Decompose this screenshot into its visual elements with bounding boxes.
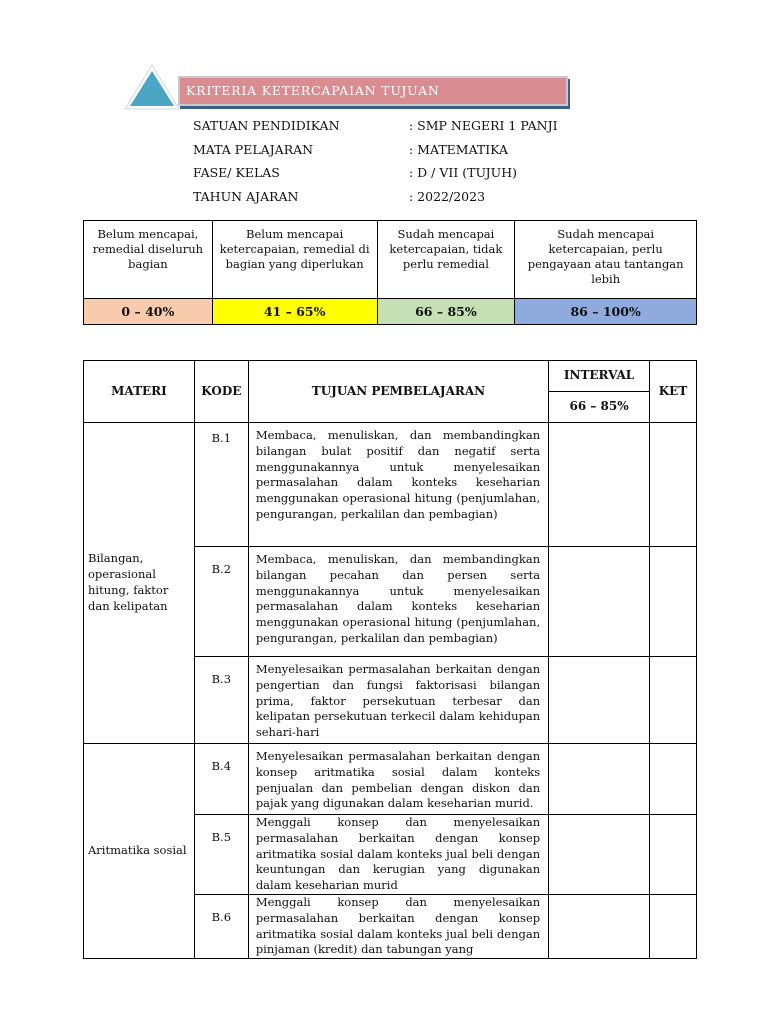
kode-cell: B.5: [194, 815, 248, 895]
info-label-fase: FASE/ KELAS: [193, 165, 280, 180]
criteria-desc: Sudah mencapai ketercapaian, tidak perlu remedial: [377, 221, 515, 299]
tujuan-cell: Menyelesaikan permasalahan berkaitan dengan konsep aritmatika sosial dalam konteks penjualan dan pembelian dengan diskon dan pajak yang digunakan dalam keseharian murid.: [248, 744, 548, 815]
interval-cell: [549, 895, 650, 959]
criteria-range: 0 – 40%: [84, 299, 213, 325]
table-row: [84, 744, 697, 815]
interval-cell: [549, 744, 650, 815]
objectives-table: [83, 360, 697, 959]
kode-cell: B.4: [194, 744, 248, 815]
kode-cell: B.2: [194, 547, 248, 657]
criteria-range: 66 – 85%: [377, 299, 515, 325]
kode-cell: B.6: [194, 895, 248, 959]
kode-cell: B.3: [194, 657, 248, 744]
tujuan-cell: Menggali konsep dan menyelesaikan permasalahan berkaitan dengan konsep aritmatika sosial dalam konteks jual beli dengan pinjaman (kredit) dan tabungan yang: [248, 895, 548, 959]
ket-cell: [650, 423, 697, 547]
materi-cell: Bilangan, operasional hitung, faktor dan kelipatan: [84, 423, 195, 744]
info-value-tahun: : 2022/2023: [409, 189, 486, 204]
info-label-mapel: MATA PELAJARAN: [193, 142, 314, 157]
header-interval-value: 66 – 85%: [549, 392, 650, 423]
triangle-decoration-icon: [124, 64, 180, 110]
tujuan-cell: Membaca, menuliskan, dan membandingkan bilangan bulat positif dan negatif serta menggunakannya untuk menyelesaikan permasalahan dalam konteks keseharian menggunakan operasional hitung (penjumlahan, pengurangan, perkalilan dan pembagian): [248, 423, 548, 547]
header-interval: INTERVAL: [549, 361, 650, 392]
tujuan-cell: Membaca, menuliskan, dan membandingkan bilangan pecahan dan persen serta menggunakannya untuk menyelesaikan permasalahan dalam konteks keseharian menggunakan operasional hitung (penjumlahan, pengurangan, perkalilan dan pembagian): [248, 547, 548, 657]
kode-cell: B.1: [194, 423, 248, 547]
table-row: [84, 423, 697, 547]
criteria-desc: Belum mencapai, remedial diseluruh bagian: [84, 221, 213, 299]
header-materi: MATERI: [84, 361, 195, 423]
tujuan-cell: Menyelesaikan permasalahan berkaitan dengan pengertian dan fungsi faktorisasi bilangan prima, faktor persekutuan terbesar dan kelipatan persekutuan terkecil dalam kehidupan sehari-hari: [248, 657, 548, 744]
ket-cell: [650, 815, 697, 895]
criteria-table: [83, 220, 697, 325]
header-ket: KET: [650, 361, 697, 423]
interval-cell: [549, 815, 650, 895]
ket-cell: [650, 657, 697, 744]
criteria-desc: Belum mencapai ketercapaian, remedial di bagian yang diperlukan: [212, 221, 377, 299]
tujuan-cell: Menggali konsep dan menyelesaikan permasalahan berkaitan dengan konsep aritmatika sosial dalam konteks jual beli dengan keuntungan dan kerugian yang digunakan dalam keseharian murid: [248, 815, 548, 895]
criteria-range: 86 – 100%: [515, 299, 697, 325]
info-value-satuan: : SMP NEGERI 1 PANJI: [409, 118, 558, 133]
info-label-satuan: SATUAN PENDIDIKAN: [193, 118, 340, 133]
page-title-banner: [178, 76, 568, 106]
header-tujuan: TUJUAN PEMBELAJARAN: [248, 361, 548, 423]
interval-cell: [549, 657, 650, 744]
page-title: KRITERIA KETERCAPAIAN TUJUAN: [186, 83, 440, 98]
ket-cell: [650, 744, 697, 815]
criteria-range: 41 – 65%: [212, 299, 377, 325]
info-value-mapel: : MATEMATIKA: [409, 142, 509, 157]
info-label-tahun: TAHUN AJARAN: [193, 189, 299, 204]
ket-cell: [650, 547, 697, 657]
header-kode: KODE: [194, 361, 248, 423]
info-value-fase: : D / VII (TUJUH): [409, 165, 517, 180]
ket-cell: [650, 895, 697, 959]
interval-cell: [549, 423, 650, 547]
criteria-desc: Sudah mencapai ketercapaian, perlu pengayaan atau tantangan lebih: [515, 221, 697, 299]
interval-cell: [549, 547, 650, 657]
materi-cell: Aritmatika sosial: [84, 744, 195, 959]
